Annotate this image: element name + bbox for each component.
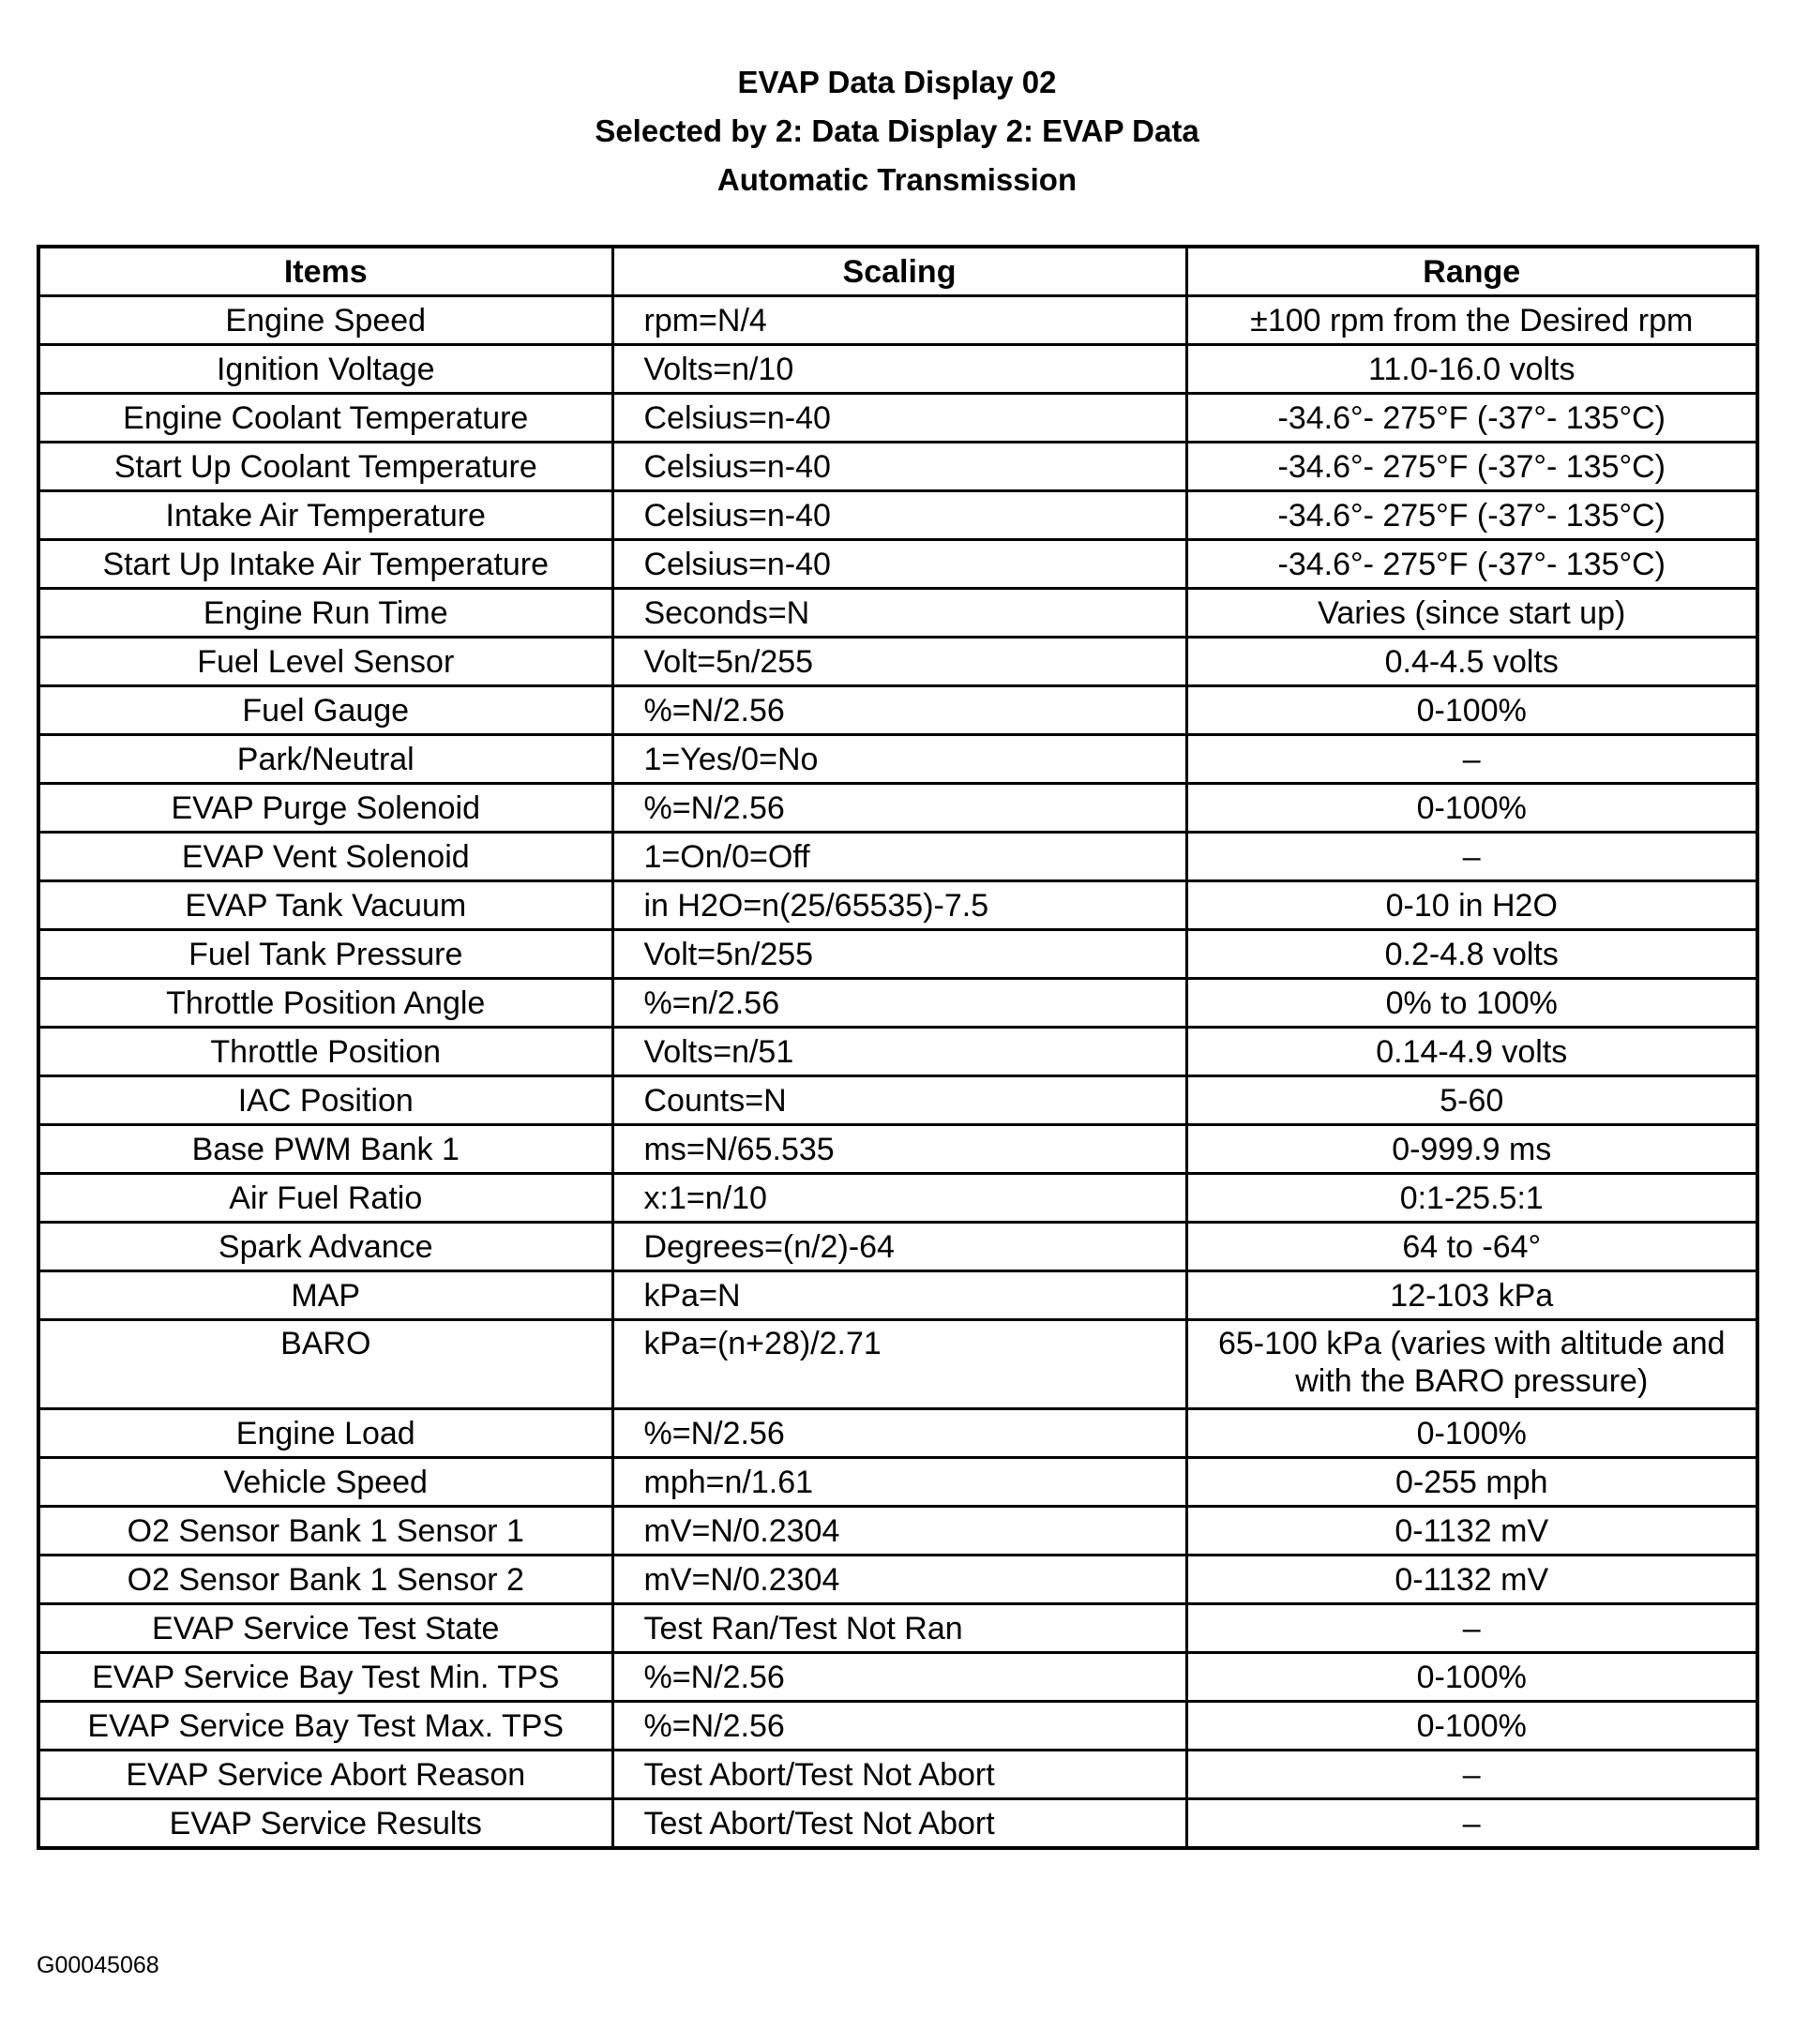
cell-item: Start Up Coolant Temperature [38,443,612,491]
cell-range: -34.6°- 275°F (-37°- 135°C) [1186,443,1757,491]
table-row [38,443,1757,491]
cell-scaling: Test Ran/Test Not Ran [612,1604,1186,1653]
cell-scaling: %=N/2.56 [612,1653,1186,1702]
cell-range: -34.6°- 275°F (-37°- 135°C) [1186,394,1757,443]
table-row [38,296,1757,345]
table-row [38,979,1757,1028]
cell-scaling: Volt=5n/255 [612,930,1186,979]
cell-item: Air Fuel Ratio [38,1174,612,1223]
cell-range: 0-255 mph [1186,1458,1757,1507]
table-row [38,1799,1757,1849]
cell-item: EVAP Service Test State [38,1604,612,1653]
table-row [38,1125,1757,1174]
cell-item: Vehicle Speed [38,1458,612,1507]
cell-item: IAC Position [38,1076,612,1125]
cell-range: 0-10 in H2O [1186,881,1757,930]
cell-item: Base PWM Bank 1 [38,1125,612,1174]
cell-item: Engine Coolant Temperature [38,394,612,443]
cell-item: Engine Run Time [38,589,612,638]
cell-scaling: Counts=N [612,1076,1186,1125]
table-row [38,1507,1757,1556]
cell-range: 0:1-25.5:1 [1186,1174,1757,1223]
cell-item: Throttle Position Angle [38,979,612,1028]
cell-range: – [1186,1751,1757,1799]
table-row [38,686,1757,735]
cell-scaling: Celsius=n-40 [612,394,1186,443]
cell-item: BARO [38,1320,612,1409]
cell-range: -34.6°- 275°F (-37°- 135°C) [1186,540,1757,589]
table-row [38,491,1757,540]
cell-range: 0-100% [1186,1409,1757,1458]
cell-scaling: x:1=n/10 [612,1174,1186,1223]
cell-range: 0-1132 mV [1186,1556,1757,1604]
cell-item: Start Up Intake Air Temperature [38,540,612,589]
cell-scaling: Test Abort/Test Not Abort [612,1799,1186,1849]
cell-item: EVAP Service Bay Test Max. TPS [38,1702,612,1751]
cell-range: 0-100% [1186,1702,1757,1751]
table-row [38,1223,1757,1271]
cell-range: – [1186,1604,1757,1653]
cell-range: 0-100% [1186,784,1757,833]
page-header [0,58,1794,204]
table-row [38,1076,1757,1125]
cell-item: Ignition Voltage [38,345,612,394]
cell-range: – [1186,735,1757,784]
cell-item: Intake Air Temperature [38,491,612,540]
table-row [38,1458,1757,1507]
cell-scaling: 1=On/0=Off [612,833,1186,881]
cell-range: 11.0-16.0 volts [1186,345,1757,394]
cell-scaling: kPa=N [612,1271,1186,1320]
cell-range: 0.2-4.8 volts [1186,930,1757,979]
cell-range: – [1186,1799,1757,1849]
table-row [38,735,1757,784]
cell-scaling: Celsius=n-40 [612,491,1186,540]
table-row [38,833,1757,881]
table-row [38,540,1757,589]
cell-scaling: Degrees=(n/2)-64 [612,1223,1186,1271]
cell-item: EVAP Purge Solenoid [38,784,612,833]
table-row [38,1028,1757,1076]
cell-scaling: %=N/2.56 [612,686,1186,735]
cell-scaling: Volts=n/10 [612,345,1186,394]
cell-item: EVAP Vent Solenoid [38,833,612,881]
cell-item: O2 Sensor Bank 1 Sensor 1 [38,1507,612,1556]
table-row [38,394,1757,443]
cell-scaling: %=N/2.56 [612,1409,1186,1458]
column-header-scaling: Scaling [612,247,1186,296]
cell-item: EVAP Service Bay Test Min. TPS [38,1653,612,1702]
cell-range: 0-100% [1186,686,1757,735]
cell-scaling: kPa=(n+28)/2.71 [612,1320,1186,1409]
evap-data-table [37,245,1759,1850]
column-header-items: Items [38,247,612,296]
cell-scaling: Volt=5n/255 [612,638,1186,686]
cell-scaling: mV=N/0.2304 [612,1556,1186,1604]
cell-item: Engine Load [38,1409,612,1458]
cell-item: EVAP Service Abort Reason [38,1751,612,1799]
table-row [38,1556,1757,1604]
cell-range: 12-103 kPa [1186,1271,1757,1320]
table-row [38,1653,1757,1702]
cell-item: O2 Sensor Bank 1 Sensor 2 [38,1556,612,1604]
cell-scaling: ms=N/65.535 [612,1125,1186,1174]
cell-scaling: in H2O=n(25/65535)-7.5 [612,881,1186,930]
cell-range: ±100 rpm from the Desired rpm [1186,296,1757,345]
cell-scaling: Test Abort/Test Not Abort [612,1751,1186,1799]
page-title: EVAP Data Display 02 [737,65,1057,99]
table-row [38,1320,1757,1409]
table-row [38,1174,1757,1223]
cell-item: Fuel Tank Pressure [38,930,612,979]
cell-scaling: Volts=n/51 [612,1028,1186,1076]
cell-range: 65-100 kPa (varies with altitude and with the BARO pressure) [1186,1320,1757,1409]
cell-item: Throttle Position [38,1028,612,1076]
table-header-row [38,247,1757,296]
figure-code: G00045068 [37,1952,159,1978]
table-row [38,1604,1757,1653]
cell-item: EVAP Service Results [38,1799,612,1849]
cell-item: EVAP Tank Vacuum [38,881,612,930]
cell-range: 0% to 100% [1186,979,1757,1028]
cell-scaling: 1=Yes/0=No [612,735,1186,784]
column-header-range: Range [1186,247,1757,296]
cell-scaling: rpm=N/4 [612,296,1186,345]
cell-scaling: %=N/2.56 [612,1702,1186,1751]
table-row [38,930,1757,979]
table-row [38,1271,1757,1320]
table-row [38,589,1757,638]
table-row [38,784,1757,833]
cell-scaling: mV=N/0.2304 [612,1507,1186,1556]
table-row [38,345,1757,394]
cell-scaling: Celsius=n-40 [612,443,1186,491]
cell-range: 0-1132 mV [1186,1507,1757,1556]
cell-range: 0.14-4.9 volts [1186,1028,1757,1076]
cell-item: Fuel Gauge [38,686,612,735]
table-row [38,1409,1757,1458]
cell-range: 5-60 [1186,1076,1757,1125]
cell-range: – [1186,833,1757,881]
cell-item: Park/Neutral [38,735,612,784]
page-subtitle: Selected by 2: Data Display 2: EVAP Data [595,113,1199,148]
table-row [38,881,1757,930]
cell-item: MAP [38,1271,612,1320]
cell-range: 0-100% [1186,1653,1757,1702]
cell-scaling: Seconds=N [612,589,1186,638]
table-row [38,1702,1757,1751]
cell-range: 64 to -64° [1186,1223,1757,1271]
cell-range: -34.6°- 275°F (-37°- 135°C) [1186,491,1757,540]
cell-scaling: %=n/2.56 [612,979,1186,1028]
table-row [38,1751,1757,1799]
cell-item: Fuel Level Sensor [38,638,612,686]
cell-range: 0-999.9 ms [1186,1125,1757,1174]
cell-range: 0.4-4.5 volts [1186,638,1757,686]
cell-scaling: %=N/2.56 [612,784,1186,833]
cell-range: Varies (since start up) [1186,589,1757,638]
cell-item: Spark Advance [38,1223,612,1271]
cell-scaling: mph=n/1.61 [612,1458,1186,1507]
table-row [38,638,1757,686]
page-subtitle-transmission: Automatic Transmission [716,162,1078,197]
cell-scaling: Celsius=n-40 [612,540,1186,589]
cell-item: Engine Speed [38,296,612,345]
